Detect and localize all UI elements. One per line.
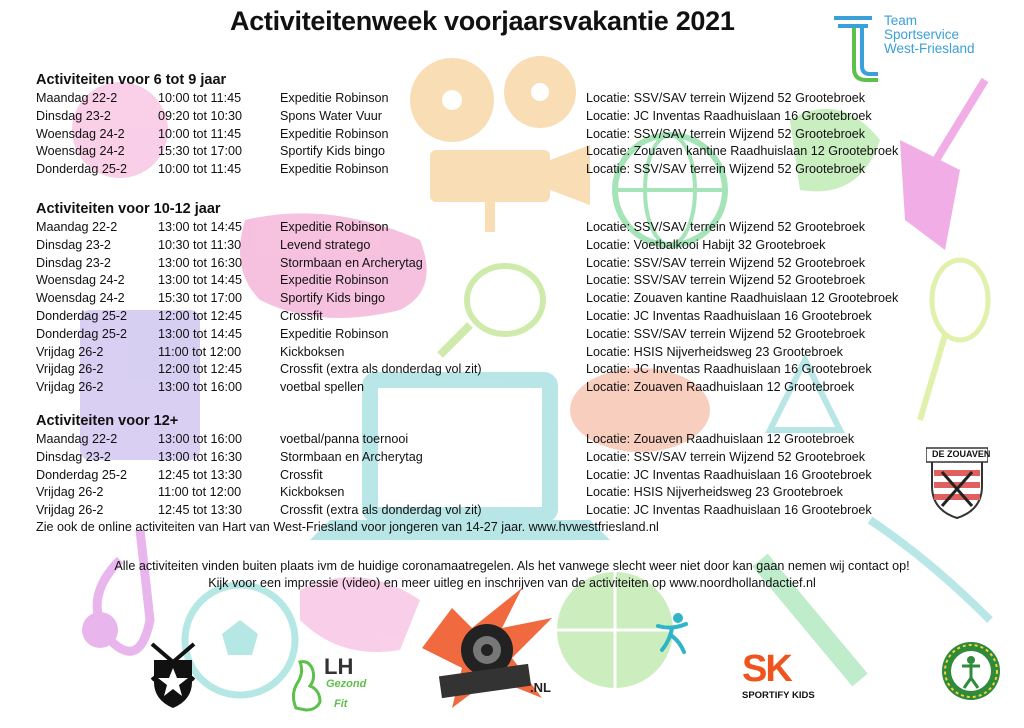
- section-heading-6-9: Activiteiten voor 6 tot 9 jaar: [36, 72, 227, 88]
- section-heading-12-plus: Activiteiten voor 12+: [36, 413, 179, 429]
- lh-gezond-fit-logo: [286, 652, 366, 716]
- row-day: Vrijdag 26-2: [36, 503, 104, 518]
- online-activities-note: Zie ook de online activiteiten van Hart van West-Friesland voor jongeren van 14-27 jaar. www.hvwestfriesland.nl: [36, 520, 659, 534]
- row-day: Vrijdag 26-2: [36, 380, 104, 395]
- row-location: Locatie: SSV/SAV terrein Wijzend 52 Grootebroek: [586, 449, 866, 464]
- row-day: Maandag 22-2: [36, 220, 118, 234]
- row-activity: Expeditie Robinson: [280, 91, 389, 105]
- brand-line-3: West-Friesland: [884, 41, 975, 56]
- row-time: 10:30 tot 11:30: [158, 237, 242, 252]
- brand-line-1: Team: [884, 13, 918, 28]
- zouaven-logo: [926, 440, 991, 520]
- section-heading-10-12: Activiteiten voor 10-12 jaar: [36, 201, 221, 217]
- row-time: 13:00 tot 14:45: [158, 326, 243, 341]
- row-location: Locatie: SSV/SAV terrein Wijzend 52 Grootebroek: [586, 126, 866, 141]
- knight-shield-logo: [146, 640, 200, 710]
- row-time: 11:00 tot 12:00: [158, 344, 242, 359]
- row-day: Dinsdag 23-2: [36, 108, 111, 123]
- row-location: Locatie: Zouaven Raadhuislaan 12 Grootebroek: [586, 432, 855, 446]
- row-day: Woensdag 24-2: [36, 144, 125, 159]
- row-activity: Expeditie Robinson: [280, 273, 389, 288]
- row-activity: Crossfit: [280, 467, 323, 482]
- lh-logo-fit: Fit: [334, 698, 348, 710]
- row-location: Locatie: JC Inventas Raadhuislaan 16 Grootebroek: [586, 362, 872, 377]
- lh-logo-gezond: Gezond: [326, 678, 367, 690]
- runner-logo: [650, 610, 696, 656]
- brand-line-2: Sportservice: [884, 27, 960, 42]
- row-location: Locatie: JC Inventas Raadhuislaan 16 Grootebroek: [586, 467, 872, 482]
- row-time: 13:00 tot 14:45: [158, 220, 243, 234]
- row-time: 12:00 tot 12:45: [158, 309, 243, 323]
- circular-club-logo: [940, 640, 1002, 702]
- row-day: Vrijdag 26-2: [36, 362, 104, 377]
- row-location: Locatie: SSV/SAV terrein Wijzend 52 Grootebroek: [586, 162, 866, 177]
- row-day: Maandag 22-2: [36, 91, 118, 105]
- team-sportservice-logo: [832, 14, 1002, 84]
- row-activity: Stormbaan en Archerytag: [280, 255, 423, 270]
- row-activity: voetbal spellen: [280, 380, 365, 395]
- registration-info: Kijk voor een impressie (video) en meer uitleg en inschrijven van de activiteiten op www.noordhollandactief.nl: [208, 576, 816, 590]
- row-activity: Sportify Kids bingo: [280, 144, 386, 159]
- row-day: Dinsdag 23-2: [36, 449, 111, 464]
- sportservice-mark-icon: [832, 14, 884, 84]
- gymnast-badge-icon: [940, 640, 1002, 702]
- row-activity: Expeditie Robinson: [280, 326, 389, 341]
- sportify-mark: SK: [742, 648, 791, 690]
- row-location: Locatie: JC Inventas Raadhuislaan 16 Grootebroek: [586, 108, 872, 123]
- row-location: Locatie: SSV/SAV terrein Wijzend 52 Grootebroek: [586, 255, 866, 270]
- row-location: Locatie: JC Inventas Raadhuislaan 16 Grootebroek: [586, 503, 872, 518]
- row-activity: Expeditie Robinson: [280, 126, 389, 141]
- row-time: 11:00 tot 12:00: [158, 485, 242, 500]
- row-time: 13:00 tot 14:45: [158, 273, 243, 288]
- sportify-name: SPORTIFY KIDS: [742, 690, 815, 701]
- row-day: Donderdag 25-2: [36, 162, 128, 177]
- row-day: Dinsdag 23-2: [36, 237, 111, 252]
- music-studio-logo: [412, 588, 562, 718]
- row-day: Vrijdag 26-2: [36, 344, 104, 359]
- row-day: Woensdag 24-2: [36, 273, 125, 288]
- row-activity: Expeditie Robinson: [280, 162, 389, 177]
- weather-notice: Alle activiteiten vinden buiten plaats ivm de huidige coronamaatregelen. Als het vanwege slecht weer niet door kan gaan nemen wij contact op!: [114, 559, 910, 573]
- row-day: Woensdag 24-2: [36, 126, 125, 141]
- row-location: Locatie: HSIS Nijverheidsweg 23 Grootebroek: [586, 485, 843, 500]
- zouaven-logo-text: DE ZOUAVEN: [932, 449, 991, 459]
- row-day: Maandag 22-2: [36, 432, 118, 446]
- row-time: 10:00 tot 11:45: [158, 162, 242, 177]
- row-time: 15:30 tot 17:00: [158, 291, 243, 306]
- row-activity: Kickboksen: [280, 344, 345, 359]
- row-location: Locatie: Zouaven kantine Raadhuislaan 12 Grootebroek: [586, 291, 899, 306]
- sportify-kids-logo: [740, 650, 826, 710]
- row-time: 13:00 tot 16:30: [158, 255, 243, 270]
- row-location: Locatie: Voetbalkooi Habijt 32 Grootebroek: [586, 237, 826, 252]
- row-activity: Crossfit (extra als donderdag vol zit): [280, 362, 482, 377]
- music-logo-nl: .NL: [530, 680, 551, 695]
- row-day: Donderdag 25-2: [36, 467, 128, 482]
- row-activity: Stormbaan en Archerytag: [280, 449, 423, 464]
- row-time: 12:45 tot 13:30: [158, 467, 243, 482]
- row-time: 12:45 tot 13:30: [158, 503, 243, 518]
- row-activity: Crossfit (extra als donderdag vol zit): [280, 503, 482, 518]
- row-location: Locatie: SSV/SAV terrein Wijzend 52 Grootebroek: [586, 91, 866, 105]
- row-time: 10:00 tot 11:45: [158, 126, 242, 141]
- row-time: 13:00 tot 16:00: [158, 432, 243, 446]
- row-activity: voetbal/panna toernooi: [280, 432, 409, 446]
- row-day: Donderdag 25-2: [36, 326, 128, 341]
- row-location: Locatie: Zouaven Raadhuislaan 12 Grootebroek: [586, 380, 855, 395]
- row-location: Locatie: SSV/SAV terrein Wijzend 52 Grootebroek: [586, 326, 866, 341]
- row-location: Locatie: SSV/SAV terrein Wijzend 52 Grootebroek: [586, 273, 866, 288]
- row-activity: Spons Water Vuur: [280, 108, 382, 123]
- row-location: Locatie: JC Inventas Raadhuislaan 16 Grootebroek: [586, 309, 872, 323]
- row-time: 12:00 tot 12:45: [158, 362, 243, 377]
- row-time: 15:30 tot 17:00: [158, 144, 243, 159]
- row-location: Locatie: HSIS Nijverheidsweg 23 Grootebroek: [586, 344, 843, 359]
- row-location: Locatie: Zouaven kantine Raadhuislaan 12 Grootebroek: [586, 144, 899, 159]
- row-location: Locatie: SSV/SAV terrein Wijzend 52 Grootebroek: [586, 220, 866, 234]
- row-time: 13:00 tot 16:00: [158, 380, 243, 395]
- row-activity: Levend stratego: [280, 237, 371, 252]
- lh-logo-text: LH: [324, 654, 354, 679]
- row-activity: Crossfit: [280, 309, 323, 323]
- speaker-arrows-icon: [412, 588, 562, 718]
- row-time: 13:00 tot 16:30: [158, 449, 243, 464]
- row-day: Vrijdag 26-2: [36, 485, 104, 500]
- person-jumping-icon: [650, 610, 696, 656]
- row-time: 09:20 tot 10:30: [158, 108, 243, 123]
- row-day: Donderdag 25-2: [36, 309, 128, 323]
- row-activity: Sportify Kids bingo: [280, 291, 386, 306]
- page-title: Activiteitenweek voorjaarsvakantie 2021: [230, 6, 735, 36]
- row-day: Dinsdag 23-2: [36, 255, 111, 270]
- row-activity: Kickboksen: [280, 485, 345, 500]
- flexed-arm-icon: [286, 654, 326, 714]
- shield-star-icon: [146, 640, 200, 710]
- row-activity: Expeditie Robinson: [280, 220, 389, 234]
- row-time: 10:00 tot 11:45: [158, 91, 242, 105]
- row-day: Woensdag 24-2: [36, 291, 125, 306]
